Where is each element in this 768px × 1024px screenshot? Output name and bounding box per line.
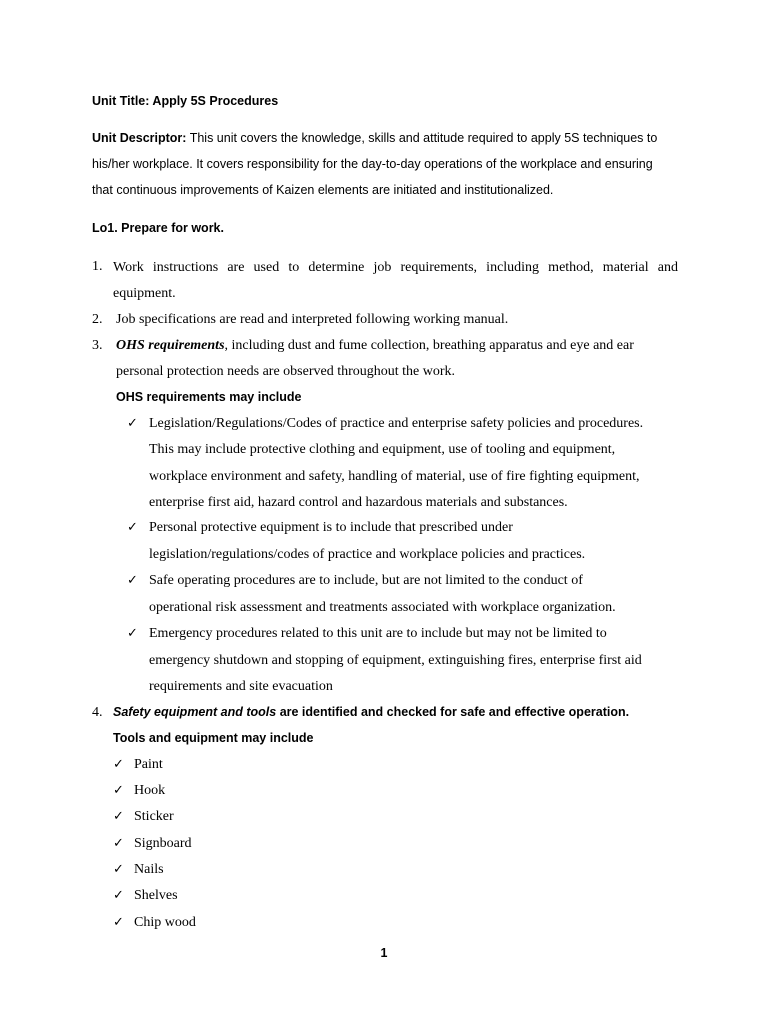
unit-descriptor-text-1: This unit covers the knowledge, skills and attitude required to apply 5S techniques to: [186, 131, 658, 145]
learning-outcome-heading: Lo1. Prepare for work.: [92, 221, 224, 235]
item-3-line-2: personal protection needs are observed throughout the work.: [116, 364, 456, 379]
ohs-bullet-1-line-3: workplace environment and safety, handling of material, use of fire fighting equipment,: [149, 469, 640, 484]
unit-descriptor-line-2: his/her workplace. It covers responsibility for the day-to-day operations of the workplace and ensuring: [92, 157, 653, 171]
ohs-bullet-3-line-1: Safe operating procedures are to include, but are not limited to the conduct of: [149, 573, 583, 588]
tool-item: Shelves: [134, 888, 178, 903]
check-icon: ✓: [127, 626, 138, 641]
item-2-line-1: Job specifications are read and interpreted following working manual.: [116, 312, 509, 327]
check-icon: ✓: [127, 573, 138, 588]
page-number: 1: [380, 946, 388, 960]
ohs-requirements-emphasis: OHS requirements: [116, 338, 225, 353]
unit-title: Unit Title: Apply 5S Procedures: [92, 94, 279, 108]
ohs-bullet-2-line-1: Personal protective equipment is to include that prescribed under: [149, 520, 513, 535]
tool-item: Signboard: [134, 836, 192, 851]
ohs-subheading: OHS requirements may include: [116, 390, 302, 404]
item-number-4: 4.: [92, 705, 103, 720]
ohs-bullet-4-line-2: emergency shutdown and stopping of equipment, extinguishing fires, enterprise first aid: [149, 653, 642, 668]
check-icon: ✓: [113, 836, 124, 851]
unit-descriptor-line-1: [92, 132, 657, 145]
item-4-text-1: are identified and checked for safe and effective operation.: [276, 705, 630, 719]
unit-descriptor-line-3: that continuous improvements of Kaizen elements are initiated and institutionalized.: [92, 183, 554, 197]
check-icon: ✓: [113, 915, 124, 930]
check-icon: ✓: [113, 862, 124, 877]
item-number-3: 3.: [92, 338, 103, 353]
tool-item: Paint: [134, 757, 163, 772]
item-1-line-2: equipment.: [113, 286, 176, 301]
ohs-bullet-1-line-2: This may include protective clothing and equipment, use of tooling and equipment,: [149, 442, 616, 457]
check-icon: ✓: [127, 520, 138, 535]
check-icon: ✓: [113, 757, 124, 772]
unit-descriptor-label: Unit Descriptor:: [92, 131, 187, 145]
item-4-line-1: [113, 706, 629, 719]
tool-item: Chip wood: [134, 915, 196, 930]
item-1-line-1: Work instructions are used to determine job requirements, including method, material and: [113, 260, 678, 275]
tool-item: Nails: [134, 862, 164, 877]
check-icon: ✓: [113, 888, 124, 903]
check-icon: ✓: [113, 809, 124, 824]
ohs-bullet-1-line-1: Legislation/Regulations/Codes of practice and enterprise safety policies and procedures.: [149, 416, 644, 431]
check-icon: ✓: [127, 416, 138, 431]
ohs-bullet-2-line-2: legislation/regulations/codes of practice and workplace policies and practices.: [149, 547, 586, 562]
ohs-bullet-4-line-3: requirements and site evacuation: [149, 679, 333, 694]
tool-item: Hook: [134, 783, 166, 798]
ohs-bullet-3-line-2: operational risk assessment and treatments associated with workplace organization.: [149, 600, 616, 615]
safety-equipment-emphasis: Safety equipment and tools: [113, 705, 277, 719]
item-3-line-1: [116, 339, 634, 353]
tool-item: Sticker: [134, 809, 174, 824]
ohs-bullet-1-line-4: enterprise first aid, hazard control and hazardous materials and substances.: [149, 495, 568, 510]
item-3-text-1: , including dust and fume collection, breathing apparatus and eye and ear: [224, 338, 634, 353]
item-number-2: 2.: [92, 312, 103, 327]
ohs-bullet-4-line-1: Emergency procedures related to this unit are to include but may not be limited to: [149, 626, 607, 641]
item-number-1: 1.: [92, 259, 103, 274]
tools-subheading: Tools and equipment may include: [113, 731, 314, 745]
check-icon: ✓: [113, 783, 124, 798]
